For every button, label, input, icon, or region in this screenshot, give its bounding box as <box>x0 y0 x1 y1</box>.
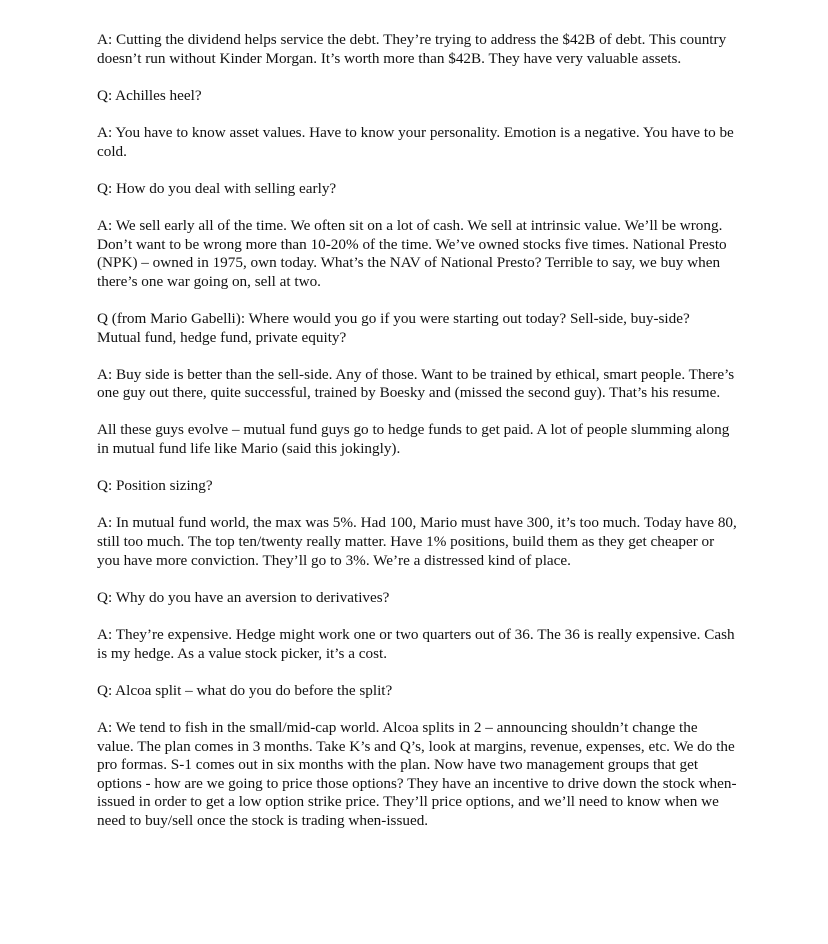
question-paragraph: Q: How do you deal with selling early? <box>97 179 337 197</box>
answer-paragraph: A: In mutual fund world, the max was 5%. Had 100, Mario must have 300, it’s too much. Today have 80, still too much. The top ten/twenty really matter. Have 1% positions, build them as they get cheaper or you have more conviction. They’ll go to 3%. We’re a distressed kind of place. <box>97 514 737 569</box>
document-body <box>97 31 737 831</box>
question-paragraph: Q: Position sizing? <box>97 477 213 495</box>
question-paragraph: Q: Alcoa split – what do you do before the split? <box>97 681 393 699</box>
answer-paragraph: A: We tend to fish in the small/mid-cap world. Alcoa splits in 2 – announcing shouldn’t change the value. The plan comes in 3 months. Take K’s and Q’s, look at margins, revenue, expenses, etc. We do the pro formas. S-1 comes out in six months with the plan. Now have two management groups that get options - how are we going to price those options? They have an incentive to drive down the stock when-issued in order to get a low option strike price. They’ll price options, and we’ll need to know when we need to buy/sell once the stock is trading when-issued. <box>97 718 737 829</box>
answer-paragraph: A: We sell early all of the time. We often sit on a lot of cash. We sell at intrinsic value. We’ll be wrong. Don’t want to be wrong more than 10-20% of the time. We’ve owned stocks five times. National Presto (NPK) – owned in 1975, own today. What’s the NAV of National Presto? Terrible to say, we buy when there’s one war going on, sell at two. <box>97 216 727 290</box>
answer-paragraph: A: They’re expensive. Hedge might work one or two quarters out of 36. The 36 is really expensive. Cash is my hedge. As a value stock picker, it’s a cost. <box>97 626 735 662</box>
question-paragraph: Q: Why do you have an aversion to derivatives? <box>97 588 390 606</box>
question-paragraph: Q: Achilles heel? <box>97 86 202 104</box>
question-paragraph: Q (from Mario Gabelli): Where would you go if you were starting out today? Sell-side, buy-side? Mutual fund, hedge fund, private equity? <box>97 309 690 346</box>
answer-paragraph: A: Cutting the dividend helps service the debt. They’re trying to address the $42B of debt. This country doesn’t run without Kinder Morgan. It’s worth more than $42B. They have very valuable assets. <box>97 31 727 67</box>
commentary-paragraph: All these guys evolve – mutual fund guys go to hedge funds to get paid. A lot of people slumming along in mutual fund life like Mario (said this jokingly). <box>97 421 730 458</box>
answer-paragraph: A: You have to know asset values. Have to know your personality. Emotion is a negative. You have to be cold. <box>97 123 734 160</box>
answer-paragraph: A: Buy side is better than the sell-side. Any of those. Want to be trained by ethical, smart people. There’s one guy out there, quite successful, trained by Boesky and (missed the second guy). That’s his resume. <box>97 365 735 402</box>
